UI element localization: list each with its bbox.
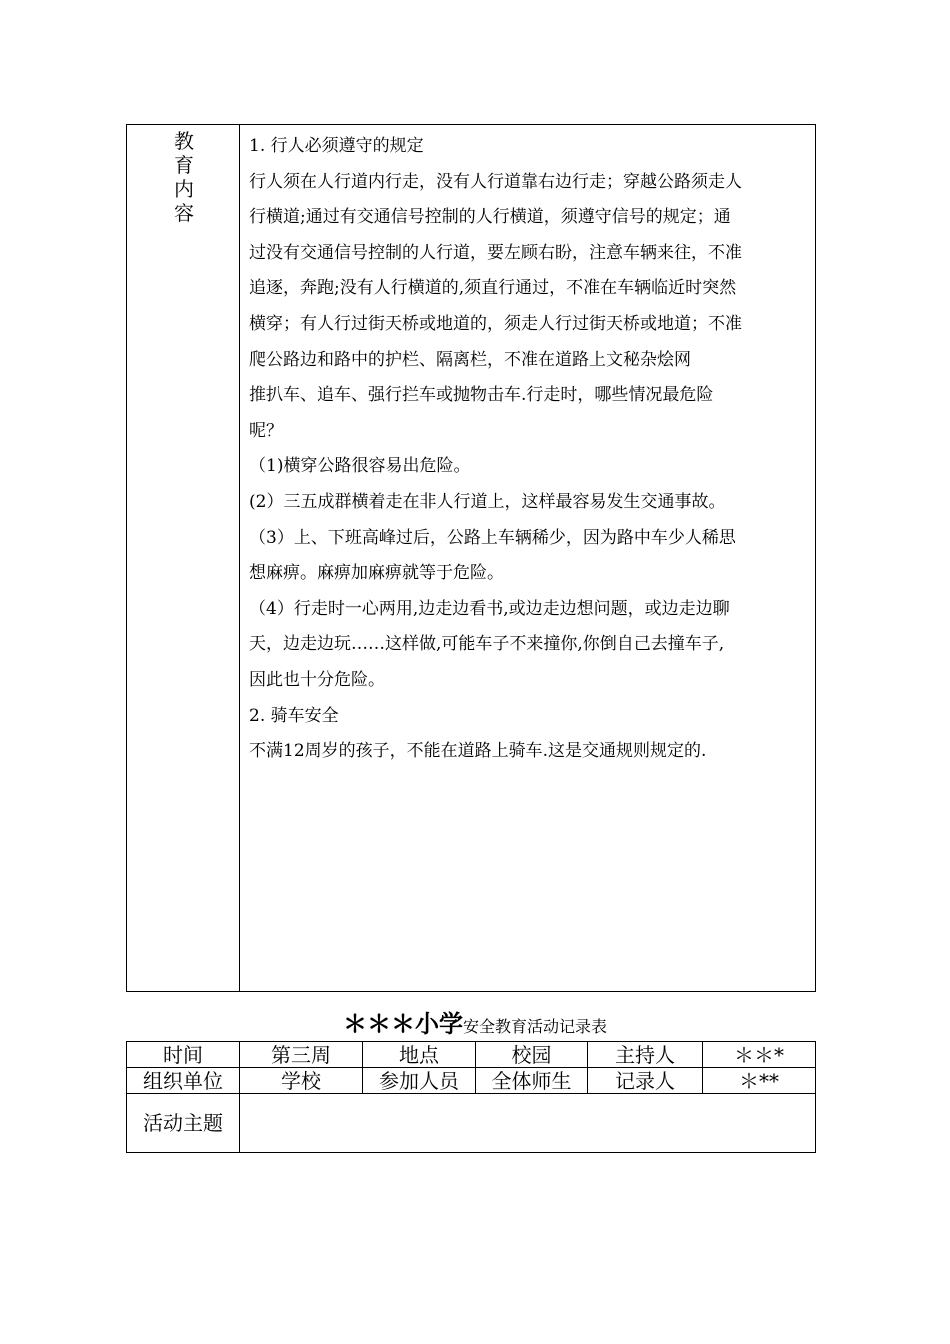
location-value: 校园 (476, 1042, 588, 1067)
content-line: 行人须在人行道内行走，没有人行道靠右边行走；穿越公路须走人 (249, 171, 742, 192)
education-label: 教育内容 (174, 129, 194, 225)
content-line: 追逐，奔跑;没有人行横道的,须直行通过，不准在车辆临近时突然 (249, 278, 737, 299)
content-line: 推扒车、追车、强行拦车或抛物击车.行走时，哪些情况最危险 (249, 385, 714, 406)
content-line: 爬公路边和路中的护栏、隔离栏，不准在道路上文秘杂烩网 (249, 349, 691, 370)
participants-label: 参加人员 (363, 1068, 476, 1093)
host-value: ＊＊* (734, 1043, 784, 1067)
content-line: 呢？ (249, 420, 283, 441)
content-line: 1. 行人必须遵守的规定 (249, 136, 424, 156)
participants-value: 全体师生 (476, 1068, 588, 1093)
school-name: ＊＊＊小学 (342, 1010, 463, 1038)
content-line: 行横道;通过有交通信号控制的人行横道，须遵守信号的规定；通 (249, 207, 731, 228)
content-line: （4）行走时一心两用,边走边看书,或边走边想问题，或边走边聊 (249, 598, 730, 619)
activity-theme-label: 活动主题 (127, 1094, 240, 1152)
content-line: 横穿；有人行过街天桥或地道的，须走人行过街天桥或地道；不准 (249, 313, 742, 334)
activity-theme-value (240, 1094, 815, 1152)
content-line: 不满12周岁的孩子，不能在道路上骑车.这是交通规则规定的. (249, 741, 707, 762)
record-sheet-title (0, 1004, 950, 1039)
organizer-value: 学校 (240, 1068, 363, 1093)
host-label: 主持人 (588, 1042, 703, 1067)
content-line: （1)横穿公路很容易出危险。 (249, 456, 471, 477)
recorder-label: 记录人 (588, 1068, 703, 1093)
record-row-2 (127, 1068, 815, 1094)
sheet-name: 安全教育活动记录表 (462, 1017, 607, 1036)
education-label-cell (127, 125, 240, 991)
content-line: (2）三五成群横着走在非人行道上，这样最容易发生交通事故。 (249, 491, 726, 512)
content-line: 因此也十分危险。 (249, 669, 385, 690)
content-line: 过没有交通信号控制的人行道，要左顾右盼，注意车辆来往，不准 (249, 242, 742, 263)
content-line: （3）上、下班高峰过后，公路上车辆稀少，因为路中车少人稀思 (249, 527, 736, 548)
record-row-1 (127, 1042, 815, 1068)
organizer-label: 组织单位 (127, 1068, 240, 1093)
education-content-table (126, 124, 816, 992)
time-label: 时间 (127, 1042, 240, 1067)
content-line: 2. 骑车安全 (249, 705, 339, 726)
education-content-cell (249, 129, 809, 770)
activity-record-table (126, 1041, 816, 1153)
content-line: 想麻痹。麻痹加麻痹就等于危险。 (249, 563, 504, 584)
location-label: 地点 (363, 1042, 476, 1067)
time-value: 第三周 (240, 1042, 363, 1067)
content-line: 天，边走边玩……这样做,可能车子不来撞你,你倒自己去撞车子, (249, 634, 725, 655)
recorder-value: ＊** (739, 1069, 779, 1093)
